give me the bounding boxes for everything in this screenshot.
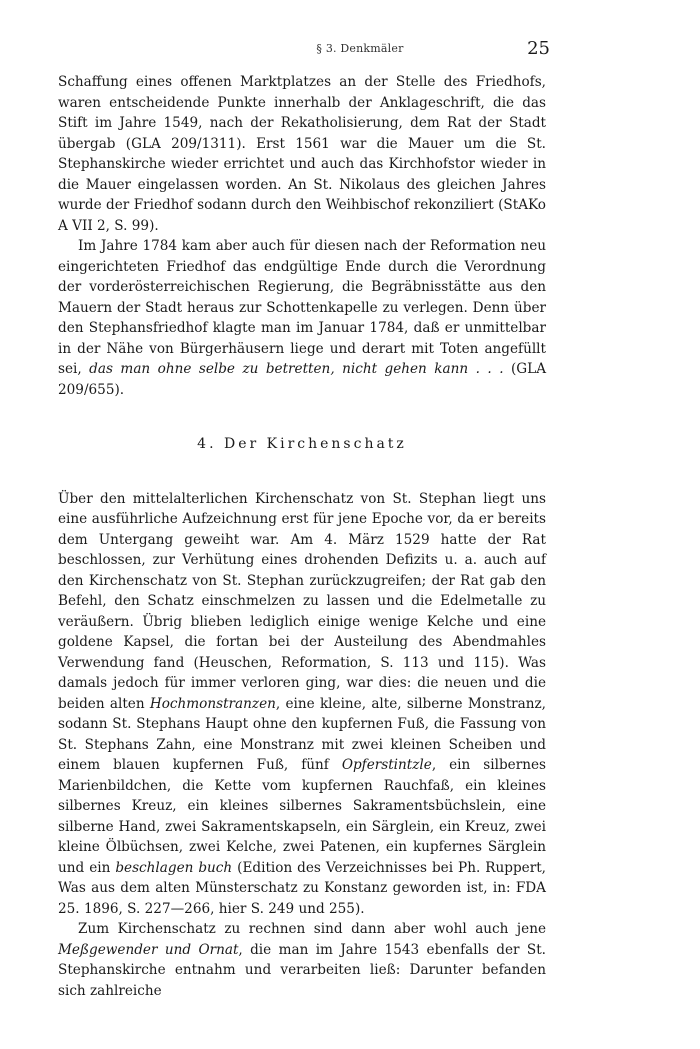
paragraph-2-text: Im Jahre 1784 kam aber auch für diesen nach der Reformation neu eingerichteten Friedhof das endgültige Ende durch die Verordnung der vorderösterreichischen Regierung, die Begräbnisstätte aus den Mauern der Stadt heraus zur Schottenkapelle zu verlegen. Denn über den Stephansfriedhof klagte man im Januar 1784, daß er unmittelbar in der Nähe von Bürgerhäusern liege und derart mit Toten angefüllt sei, (58, 238, 546, 377)
paragraph-3-part-3: , ein silbernes Marienbildchen, die Kette vom kupfernen Rauchfaß, ein kleines silbernes Kreuz, ein kleines silbernes Sakramentsbüchslein, eine silberne Hand, zwei Sakramentskapseln, ein Särglein, ein Kreuz, zwei kleine Ölbüchsen, zwei Kelche, zwei Patenen, ein kupfernes Särglein und ein (58, 757, 546, 876)
quote-italic: das man ohne selbe zu betretten, nicht gehen kann . . . (89, 361, 504, 377)
paragraph-3-italic-2: Opferstintzle (341, 757, 432, 773)
paragraph-4-italic-1: Meßgewender und Ornat (58, 941, 239, 958)
paragraph-3 (58, 489, 546, 920)
paragraph-1: Schaffung eines offenen Marktplatzes an der Stelle des Friedhofs, waren entscheidende Punkte innerhalb der Anklageschrift, die das Stift im Jahre 1549, nach der Rekatholisierung, dem Rat der Stadt übergab (GLA 209/1311). Erst 1561 war die Mauer um die St. Stephanskirche wieder errichtet und auch das Kirchhofstor wieder in die Mauer eingelassen worden. An St. Nikolaus des gleichen Jahres wurde der Friedhof sodann durch den Weihbischof rekonziliert (StAKo A VII 2, S. 99). (58, 74, 546, 234)
paragraph-3-italic-1: Hochmonstranzen (149, 695, 276, 712)
paragraph-3-part-4: (Edition des Verzeichnisses bei Ph. Ruppert, Was aus dem alten Münsterschatz zu Konstanz geworden ist, in: FDA 25. 1896, S. 227—266, hier S. 249 und 255). (58, 859, 546, 917)
paragraph-3-italic-3: beschlagen buch (115, 859, 233, 876)
paragraph-4-part-2: , die man im Jahre 1543 ebenfalls der St. Stephanskirche entnahm und verarbeiten ließ: Darunter befanden sich zahlreiche (58, 941, 546, 999)
running-head (174, 38, 550, 62)
running-title: § 3. Denkmäler (316, 42, 404, 55)
quote-reference: (GLA 209/655). (58, 361, 547, 398)
paragraph-2 (58, 236, 546, 400)
paragraph-4 (58, 919, 546, 1001)
paragraph-3-part-2: , eine kleine, alte, silberne Monstranz, sodann St. Stephans Haupt ohne den kupfernen Fuß, die Fassung von St. Stephans Zahn, eine Monstranz mit zwei kleinen Scheiben und einem blauen kupfernen Fuß, fünf (58, 695, 547, 773)
paragraph-3-part-1: Über den mittelalterlichen Kirchenschatz von St. Stephan liegt uns eine ausführliche Aufzeichnung erst für jene Epoche vor, da er bereits dem Untergang geweiht war. Am 4. März 1529 hatte der Rat beschlossen, zur Verhütung eines drohenden Defizits u. a. auch auf den Kirchenschatz von St. Stephan zurückzugreifen; der Rat gab den Befehl, den Schatz einschmelzen zu lassen und die Edelmetalle zu veräußern. Übrig blieben lediglich einige wenige Kelche und eine goldene Kapsel, die fortan bei der Austeilung des Abendmahles Verwendung fand (Heuschen, Reformation, S. 113 und 115). Was damals jedoch für immer verloren ging, war dies: die neuen und die beiden alten (58, 490, 546, 712)
section-heading: 4. Der Kirchenschatz (197, 436, 407, 452)
page-number: 25 (527, 38, 550, 59)
body-text (58, 72, 546, 1001)
paragraph-4-part-1: Zum Kirchenschatz zu rechnen sind dann aber wohl auch jene (78, 921, 546, 937)
